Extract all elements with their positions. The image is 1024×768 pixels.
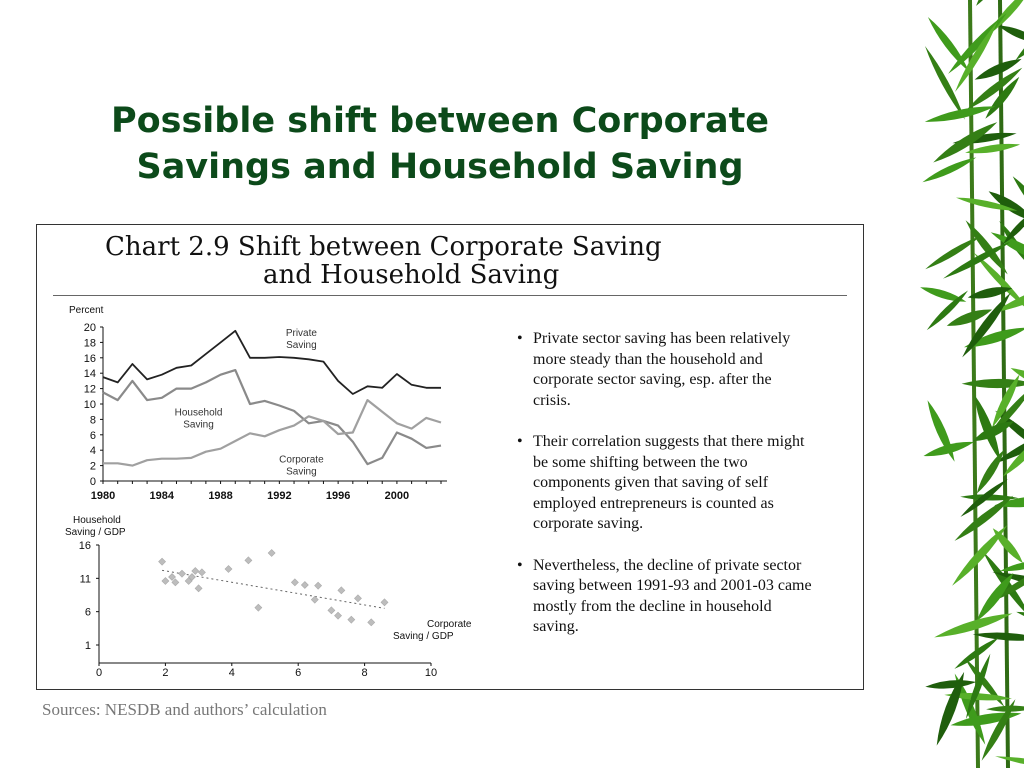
y-tick-label: 6 — [89, 429, 96, 442]
y-tick-label: 8 — [89, 414, 96, 427]
y-tick-label: 2 — [89, 460, 96, 473]
slide-title — [40, 98, 840, 190]
x-tick-label: 4 — [228, 667, 235, 679]
chart-panel — [36, 224, 864, 690]
corporate-saving-line — [103, 400, 441, 466]
line-chart — [69, 305, 447, 502]
slide-title-line-2: Savings and Household Saving — [136, 147, 744, 187]
x-tick-label: 1980 — [90, 490, 116, 502]
series-label: Corporate — [279, 454, 324, 466]
scatter-point — [338, 587, 345, 594]
y-tick-label: 11 — [79, 573, 91, 586]
bamboo-leaf — [959, 290, 1014, 360]
scatter-point — [311, 596, 318, 603]
bamboo-leaf — [921, 154, 978, 185]
bamboo-leaf — [950, 708, 1022, 730]
scatter-point — [268, 550, 275, 557]
series-label: Saving — [286, 340, 317, 352]
x-tick-label: 1992 — [267, 490, 292, 502]
y-tick-label: 16 — [78, 540, 91, 552]
y-tick-label: 18 — [83, 337, 96, 350]
scatter-point — [198, 569, 205, 576]
bamboo-leaf — [986, 705, 1024, 712]
scatter-point — [255, 604, 262, 611]
y-tick-label: 0 — [89, 476, 96, 488]
y-tick-label: 16 — [83, 352, 96, 365]
scatter-point — [315, 582, 322, 589]
scatter-point — [368, 619, 375, 626]
scatter-point — [335, 612, 342, 619]
chart-title-line-2: and Household Saving — [263, 260, 560, 290]
y-tick-label: 20 — [83, 322, 96, 334]
x-axis-label: Saving / GDP — [393, 631, 454, 642]
bamboo-leaf — [919, 284, 968, 306]
scatter-point — [245, 557, 252, 564]
scatter-point — [348, 616, 355, 623]
scatter-point — [159, 558, 166, 565]
scatter-chart — [65, 515, 472, 679]
x-tick-label: 1988 — [208, 490, 233, 502]
series-label: Private — [285, 328, 317, 340]
x-tick-label: 8 — [361, 667, 368, 679]
bamboo-leaf — [924, 102, 996, 126]
y-axis-label: Saving / GDP — [65, 527, 126, 538]
bamboo-leaf — [972, 631, 1024, 643]
x-tick-label: 0 — [95, 667, 103, 679]
bullet-item: • Nevertheless, the decline of private sector saving between 1991-93 and 2001-03 came mostly from the decline in household saving. — [513, 556, 813, 638]
bamboo-leaf — [925, 678, 977, 691]
x-tick-label: 6 — [295, 667, 302, 679]
y-tick-label: 1 — [84, 640, 91, 652]
bamboo-leaf — [1015, 608, 1024, 630]
scatter-point — [328, 607, 335, 614]
y-axis-label: Percent — [69, 305, 104, 316]
scatter-point — [179, 570, 186, 577]
bamboo-leaf — [925, 15, 972, 74]
y-axis-label: Household — [73, 515, 121, 526]
bullet-list — [513, 329, 813, 659]
y-tick-label: 6 — [84, 606, 91, 619]
scatter-point — [354, 595, 361, 602]
series-label: Saving — [286, 466, 317, 478]
scatter-point — [162, 578, 169, 585]
scatter-point — [192, 568, 199, 575]
x-axis-label: Corporate — [427, 619, 472, 630]
y-tick-label: 14 — [83, 368, 96, 381]
x-tick-label: 1996 — [325, 490, 351, 502]
private-saving-line — [103, 331, 441, 394]
bamboo-leaf — [931, 118, 1000, 166]
slide-title-line-1: Possible shift between Corporate — [110, 101, 770, 141]
bamboo-leaf — [973, 0, 1012, 8]
x-tick-label: 10 — [424, 667, 438, 679]
scatter-point — [291, 579, 298, 586]
source-note: Sources: NESDB and authors’ calculation — [42, 700, 327, 719]
y-tick-label: 12 — [83, 383, 96, 396]
series-label: Household — [174, 407, 223, 419]
x-tick-label: 1984 — [149, 490, 175, 502]
bamboo-leaf — [973, 448, 1007, 496]
scatter-point — [225, 566, 232, 573]
x-tick-label: 2 — [162, 667, 169, 679]
bullet-item: • Their correlation suggests that there might be some shifting between the two components given that saving of self employed entrepreneurs is counted as corporate saving. — [513, 432, 813, 535]
chart-title-line-1: Chart 2.9 Shift between Corporate Saving — [105, 232, 662, 262]
trend-line — [162, 570, 384, 608]
bullet-item: • Private sector saving has been relatively more steady than the household and corporate sector saving, esp. after the crisis. — [513, 329, 813, 411]
y-tick-label: 10 — [83, 399, 96, 411]
series-label: Saving — [183, 419, 214, 431]
x-tick-label: 2000 — [384, 490, 410, 502]
scatter-point — [381, 599, 388, 606]
scatter-point — [195, 585, 202, 592]
y-tick-label: 4 — [89, 445, 96, 458]
bamboo-leaves-decoration — [850, 0, 1024, 768]
scatter-point — [301, 582, 308, 589]
